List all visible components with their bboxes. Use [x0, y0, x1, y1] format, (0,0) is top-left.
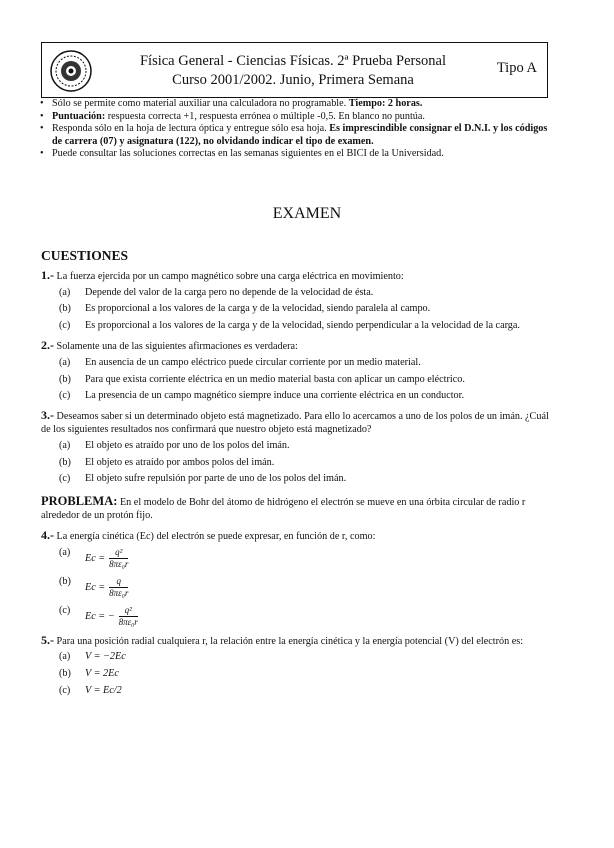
- fraction-denominator: 8πε₀r: [109, 558, 129, 569]
- option-letter: (c): [59, 390, 71, 402]
- fraction-denominator: 8πε₀r: [118, 616, 138, 627]
- university-seal-icon: [50, 50, 92, 92]
- fraction-denominator: 8πε₀r: [109, 587, 129, 598]
- question-4: [41, 529, 549, 628]
- instructions-list: [40, 98, 550, 161]
- question-number: 2.-: [41, 337, 54, 352]
- option: [59, 287, 549, 300]
- option-letter: (b): [59, 303, 71, 315]
- option-letter: (c): [59, 604, 71, 616]
- problem-heading: PROBLEMA:: [41, 494, 118, 509]
- option-text: Para que exista corriente eléctrica en un medio material basta con aplicar un campo eléctrico.: [85, 373, 465, 385]
- instruction-item: [40, 111, 550, 124]
- option: [59, 473, 549, 486]
- question-text: La energía cinética (Ec) del electrón se puede expresar, en función de r, como:: [56, 530, 376, 542]
- question-text: Para una posición radial cualquiera r, la relación entre la energía cinética y la energía potencial (V) del electrón es:: [56, 635, 524, 647]
- problem-section: [41, 495, 549, 698]
- option-letter: (a): [59, 356, 71, 368]
- question-number: 4.-: [41, 527, 54, 542]
- options-list: [59, 651, 549, 697]
- options-list: [59, 440, 549, 486]
- instruction-bold: Puntuación:: [52, 110, 106, 122]
- header-line2: Curso 2001/2002. Junio, Primera Semana: [172, 72, 414, 88]
- option: [59, 457, 549, 470]
- instruction-item: [40, 123, 550, 148]
- option: [59, 374, 549, 387]
- question-3: [41, 409, 549, 486]
- question-text: La fuerza ejercida por un campo magnético sobre una carga eléctrica en movimiento:: [56, 270, 404, 282]
- exam-heading: EXAMEN: [272, 205, 342, 222]
- option-letter: (c): [59, 684, 71, 696]
- option-letter: (a): [59, 286, 71, 298]
- option-text: En ausencia de un campo eléctrico puede circular corriente por un medio material.: [85, 356, 421, 368]
- option-letter: (a): [59, 439, 71, 451]
- exam-title-block: [108, 52, 478, 90]
- option: [59, 440, 549, 453]
- option-text: Es proporcional a los valores de la carga y de la velocidad, siendo paralela al campo.: [85, 303, 431, 315]
- options-list: [59, 287, 549, 333]
- option-text: Es proporcional a los valores de la carga y de la velocidad, siendo perpendicular a la velocidad de la carga.: [85, 320, 520, 332]
- option-text: Depende del valor de la carga pero no depende de la velocidad de ésta.: [85, 286, 374, 298]
- instruction-item: [40, 148, 550, 161]
- option-formula: V = −2Ec: [85, 651, 126, 663]
- option: [59, 320, 549, 333]
- fraction-numerator: q²: [119, 605, 138, 617]
- exam-header: [41, 42, 548, 98]
- option-text: El objeto sufre repulsión por parte de uno de los polos del imán.: [85, 473, 347, 485]
- option: [59, 605, 549, 628]
- options-list: [59, 547, 549, 628]
- exam-type: Tipo A: [496, 60, 537, 76]
- option: [59, 357, 549, 370]
- option-letter: (c): [59, 320, 71, 332]
- cuestiones-heading: CUESTIONES: [41, 248, 129, 263]
- option: [59, 651, 549, 664]
- formula-lhs: Ec = −: [85, 610, 115, 622]
- question-1: [41, 269, 549, 333]
- exam-content: [41, 250, 549, 702]
- option-letter: (c): [59, 473, 71, 485]
- formula-fraction: [109, 547, 128, 570]
- instruction-text: respuesta correcta +1, respuesta errónea o múltiple -0,5. En blanco no puntúa.: [105, 110, 425, 122]
- option-letter: (a): [59, 651, 71, 663]
- question-text: Deseamos saber si un determinado objeto está magnetizado. Para ello lo acercamos a uno de los polos de un imán. ¿Cuál de los siguientes resultados nos confirmará que nuestro objeto está magnetizado?: [41, 411, 549, 435]
- question-number: 3.-: [41, 408, 54, 423]
- instruction-text: Responda sólo en la hoja de lectura óptica y entregue sólo esa hoja.: [52, 123, 330, 135]
- option-letter: (b): [59, 373, 71, 385]
- option-letter: (b): [59, 668, 71, 680]
- option-letter: (b): [59, 575, 71, 587]
- option-text: El objeto es atraído por ambos polos del imán.: [85, 456, 275, 468]
- instruction-bold: Es imprescindible consignar el D.N.I. y los códigos de carrera (07) y asignatura (122), no olvidando indicar el tipo de examen.: [52, 123, 548, 147]
- question-2: [41, 339, 549, 403]
- instruction-text: Puede consultar las soluciones correctas en las semanas siguientes en el BICI de la Universidad.: [52, 148, 444, 160]
- instruction-bold: Tiempo: 2 horas.: [348, 98, 423, 109]
- formula-lhs: Ec =: [85, 581, 106, 593]
- formula-fraction: [109, 576, 128, 599]
- options-list: [59, 357, 549, 403]
- option-formula: V = Ec/2: [85, 684, 122, 696]
- option-letter: (a): [59, 546, 71, 558]
- option-text: La presencia de un campo magnético siempre induce una corriente eléctrica en un conductor.: [85, 390, 465, 402]
- option: [59, 303, 549, 316]
- option-text: El objeto es atraído por uno de los polos del imán.: [85, 439, 290, 451]
- instruction-text: Sólo se permite como material auxiliar una calculadora no programable.: [52, 98, 349, 109]
- formula-lhs: Ec =: [85, 552, 106, 564]
- option: [59, 390, 549, 403]
- option: [59, 685, 549, 698]
- question-number: 5.-: [41, 632, 54, 647]
- formula-fraction: [119, 605, 138, 628]
- option: [59, 668, 549, 681]
- instruction-item: [40, 98, 550, 111]
- fraction-numerator: q: [109, 576, 128, 588]
- option: [59, 547, 549, 570]
- option-letter: (b): [59, 456, 71, 468]
- question-number: 1.-: [41, 267, 54, 282]
- option-formula: V = 2Ec: [85, 668, 119, 680]
- option: [59, 576, 549, 599]
- question-5: [41, 634, 549, 698]
- question-text: Solamente una de las siguientes afirmaciones es verdadera:: [56, 340, 298, 352]
- problem-statement: En el modelo de Bohr del átomo de hidrógeno el electrón se mueve en una órbita circular de radio r alrededor de un protón fijo.: [41, 497, 526, 521]
- header-line1: Física General - Ciencias Físicas. 2ª Prueba Personal: [139, 53, 446, 69]
- fraction-numerator: q²: [109, 547, 128, 559]
